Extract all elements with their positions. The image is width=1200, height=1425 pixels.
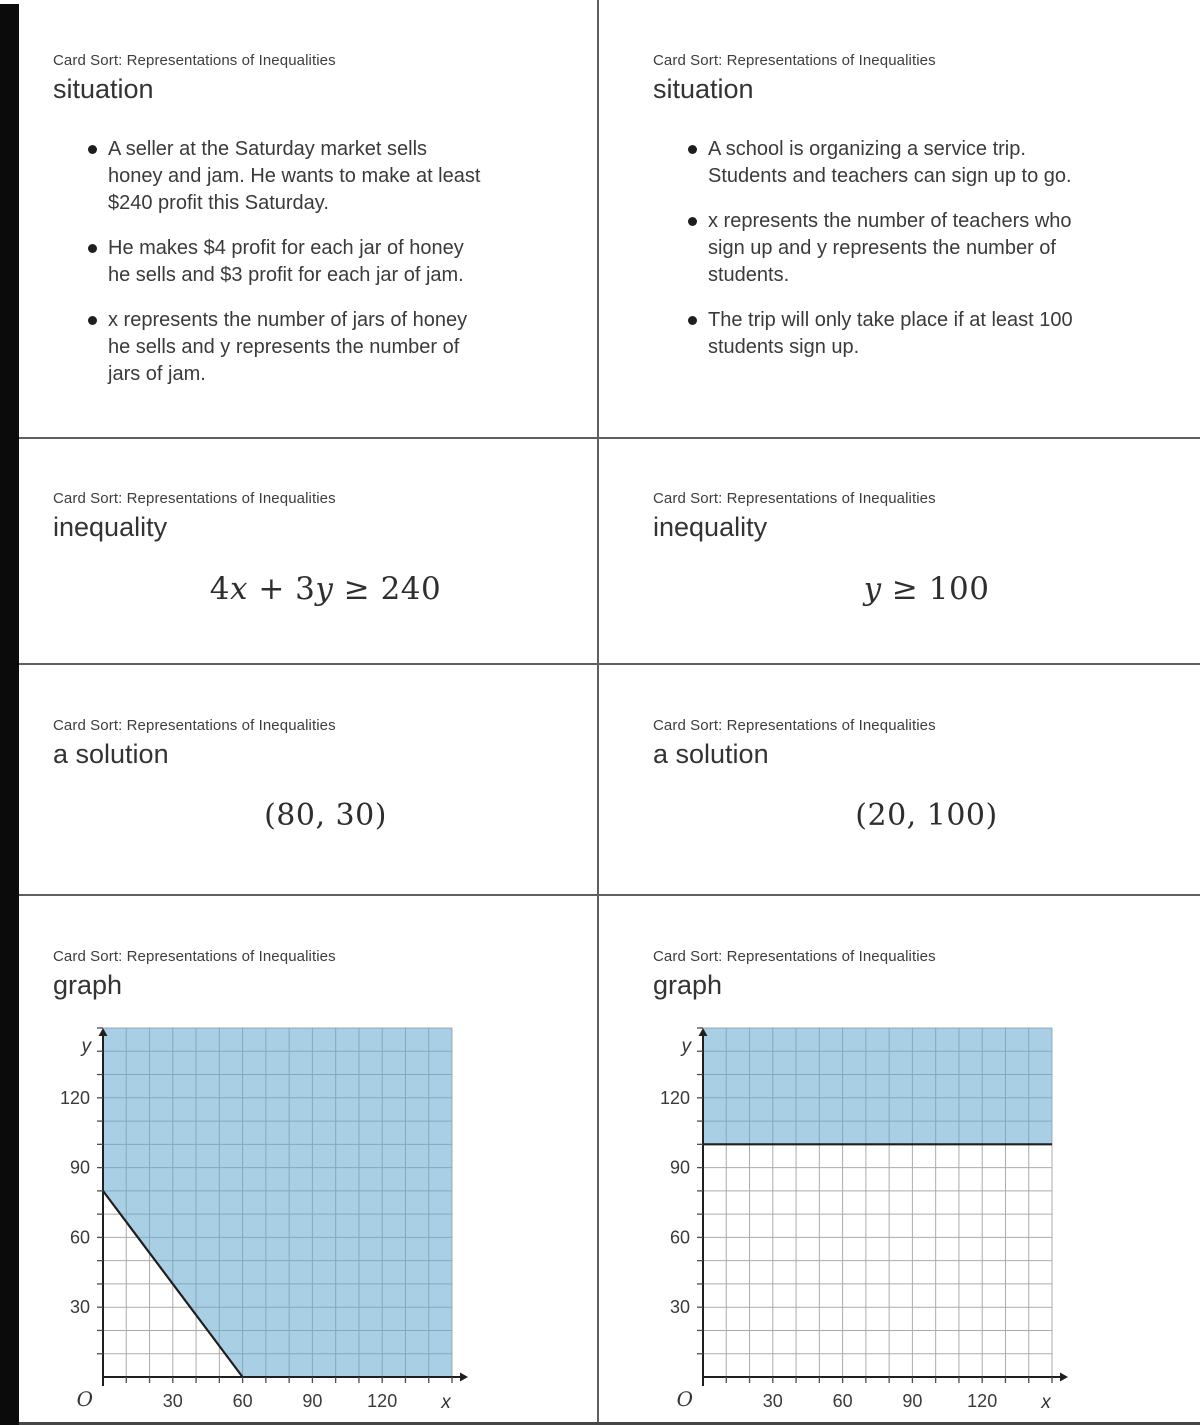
- svg-text:60: 60: [69, 1227, 90, 1248]
- svg-text:90: 90: [302, 1391, 323, 1411]
- bullet-item: [108, 307, 484, 388]
- bullet-list: [653, 136, 1200, 361]
- card-type-label: situation: [53, 74, 154, 104]
- page-left-edge: [0, 4, 19, 1425]
- bullet-icon: [688, 145, 697, 154]
- card-type-label: inequality: [653, 512, 768, 542]
- svg-text:90: 90: [69, 1157, 90, 1178]
- svg-text:60: 60: [669, 1227, 690, 1248]
- card-situation-2: [600, 0, 1200, 437]
- inequality-graph: [55, 1016, 479, 1418]
- card-graph-1: [19, 896, 598, 1425]
- bullet-item: [108, 136, 484, 217]
- bullet-text: He makes $4 profit for each jar of honey he sells and $3 profit for each jar of jam.: [108, 237, 464, 286]
- card-kicker: Card Sort: Representations of Inequalities: [653, 948, 936, 965]
- card-kicker: Card Sort: Representations of Inequalities: [53, 52, 336, 69]
- svg-text:30: 30: [69, 1297, 90, 1318]
- card-inequality-2: [600, 438, 1200, 663]
- card-kicker: Card Sort: Representations of Inequalities: [653, 717, 936, 734]
- svg-text:120: 120: [659, 1087, 690, 1108]
- bullet-item: [708, 307, 1084, 361]
- inequality-expression: y ≥ 100: [863, 571, 990, 607]
- svg-text:60: 60: [832, 1391, 853, 1411]
- card-solution-1: [19, 665, 598, 894]
- svg-text:30: 30: [669, 1297, 690, 1318]
- svg-text:120: 120: [967, 1391, 998, 1411]
- bullet-item: [708, 208, 1084, 289]
- solution-point: (20, 100): [855, 798, 998, 833]
- bullet-text: x represents the number of jars of honey he sells and y represents the number of jars of jam.: [108, 309, 468, 385]
- card-solution-2: [600, 665, 1200, 894]
- bullet-item: [108, 235, 484, 289]
- svg-text:30: 30: [162, 1391, 183, 1411]
- card-type-label: graph: [53, 970, 123, 1000]
- bullet-icon: [688, 316, 697, 325]
- svg-text:y: y: [81, 1036, 91, 1057]
- svg-text:90: 90: [902, 1391, 923, 1411]
- row-divider-1: [0, 437, 1200, 439]
- bullet-text: A seller at the Saturday market sells honey and jam. He wants to make at least $240 profit this Saturday.: [108, 138, 481, 214]
- svg-text:y: y: [681, 1036, 691, 1057]
- solution-point: (80, 30): [264, 798, 387, 833]
- row-divider-2: [0, 663, 1200, 665]
- bullet-icon: [88, 145, 97, 154]
- svg-text:60: 60: [232, 1391, 253, 1411]
- card-situation-1: [19, 0, 598, 437]
- card-kicker: Card Sort: Representations of Inequalities: [653, 490, 936, 507]
- svg-text:x: x: [1041, 1392, 1051, 1413]
- card-type-label: a solution: [653, 739, 769, 769]
- row-divider-3: [0, 894, 1200, 896]
- inequality-expression: 4x + 3y ≥ 240: [209, 571, 442, 607]
- card-type-label: graph: [653, 970, 723, 1000]
- bullet-text: x represents the number of teachers who sign up and y represents the number of students.: [708, 210, 1072, 286]
- svg-text:90: 90: [669, 1157, 690, 1178]
- inequality-graph: [655, 1016, 1079, 1418]
- card-kicker: Card Sort: Representations of Inequalities: [53, 948, 336, 965]
- bullet-icon: [688, 217, 697, 226]
- card-kicker: Card Sort: Representations of Inequalities: [653, 52, 936, 69]
- svg-text:x: x: [441, 1392, 451, 1413]
- bullet-item: [708, 136, 1084, 190]
- svg-text:O: O: [76, 1387, 93, 1411]
- bullet-icon: [88, 316, 97, 325]
- column-divider: [597, 0, 599, 1425]
- card-type-label: situation: [653, 74, 754, 104]
- bullet-text: The trip will only take place if at least 100 students sign up.: [708, 309, 1073, 358]
- card-type-label: a solution: [53, 739, 169, 769]
- card-type-label: inequality: [53, 512, 168, 542]
- card-inequality-1: [19, 438, 598, 663]
- card-graph-2: [600, 896, 1200, 1425]
- svg-text:120: 120: [59, 1087, 90, 1108]
- bullet-icon: [88, 244, 97, 253]
- svg-text:120: 120: [367, 1391, 398, 1411]
- svg-text:30: 30: [762, 1391, 783, 1411]
- card-kicker: Card Sort: Representations of Inequalities: [53, 717, 336, 734]
- bullet-list: [53, 136, 598, 388]
- svg-text:O: O: [676, 1387, 693, 1411]
- card-kicker: Card Sort: Representations of Inequalities: [53, 490, 336, 507]
- bullet-text: A school is organizing a service trip. Students and teachers can sign up to go.: [708, 138, 1072, 187]
